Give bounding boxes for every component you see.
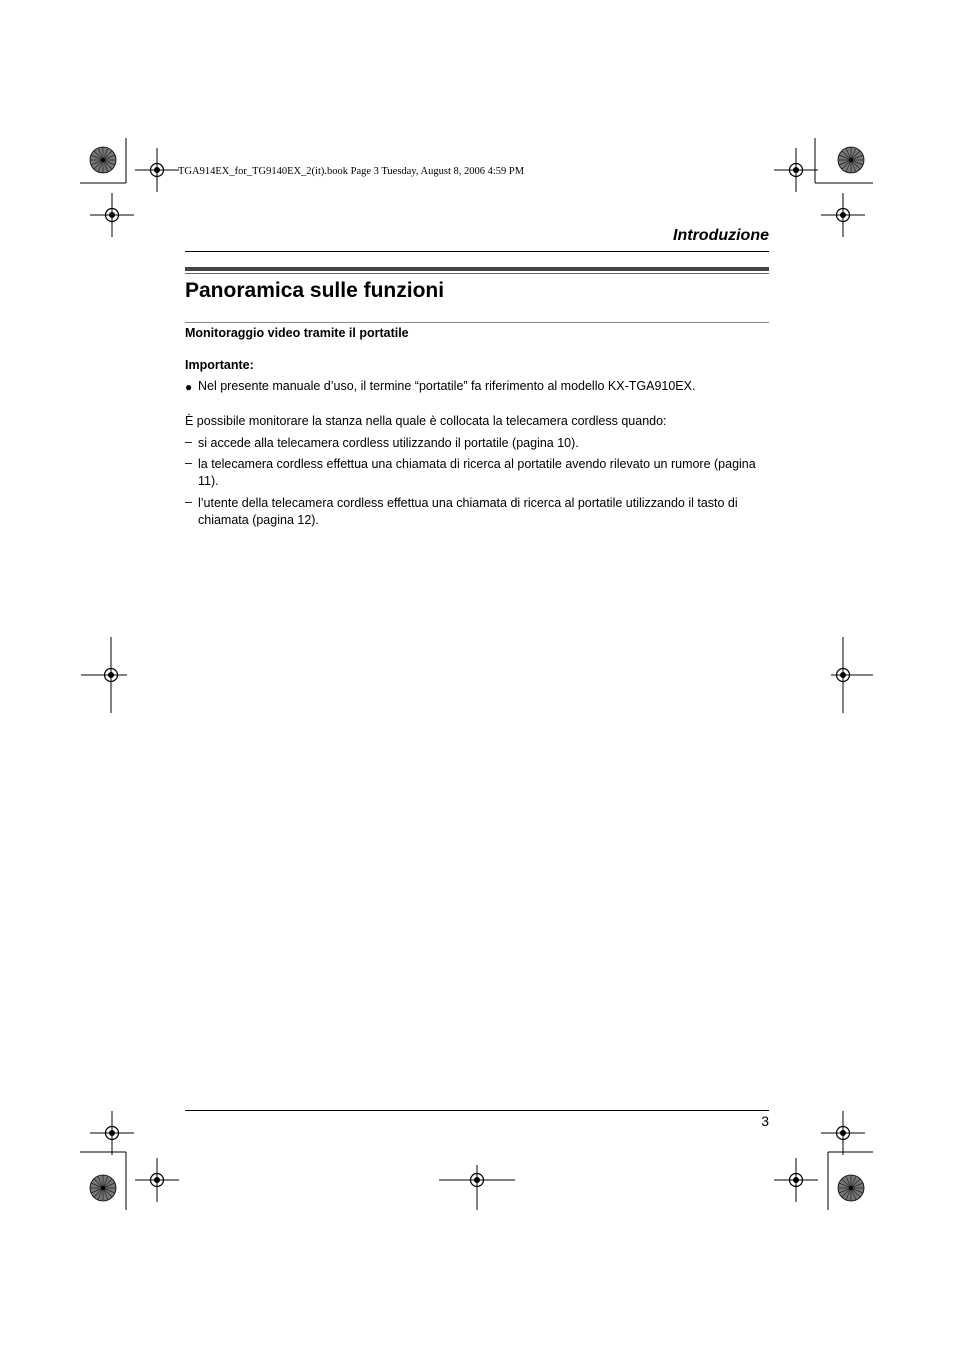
- important-note: Nel presente manuale d’uso, il termine “portatile” fa riferimento al modello KX-TGA910EX.: [198, 379, 696, 393]
- bullet-icon: ●: [185, 380, 193, 394]
- registration-star-icon: [90, 1175, 116, 1201]
- registration-cross-icon: [90, 1111, 134, 1155]
- footer-rule: [185, 1110, 769, 1111]
- registration-cross-icon: [135, 1158, 179, 1202]
- list-item: si accede alla telecamera cordless utilizzando il portatile (pagina 10).: [198, 436, 579, 450]
- registration-star-icon: [90, 147, 116, 173]
- print-info-line: TGA914EX_for_TG9140EX_2(it).book Page 3 Tuesday, August 8, 2006 4:59 PM: [178, 166, 525, 177]
- list-item: la telecamera cordless effettua una chiamata di ricerca al portatile avendo rilevato un rumore (pagina 11).: [198, 457, 756, 488]
- registration-cross-icon: [774, 148, 818, 192]
- page-number: 3: [761, 1113, 769, 1129]
- registration-cross-icon: [774, 1158, 818, 1202]
- registration-cross-icon: [90, 193, 134, 237]
- section-header: Introduzione: [673, 227, 769, 244]
- dash-icon: –: [185, 495, 192, 509]
- registration-cross-icon: [821, 1111, 865, 1155]
- dash-icon: –: [185, 456, 192, 470]
- dash-icon: –: [185, 435, 192, 449]
- title-rule-thick: [185, 267, 769, 271]
- registration-star-icon: [838, 147, 864, 173]
- header-rule: [185, 251, 769, 252]
- registration-star-icon: [838, 1175, 864, 1201]
- subheading: Monitoraggio video tramite il portatile: [185, 326, 409, 340]
- registration-cross-icon: [135, 148, 179, 192]
- title-underline: [185, 322, 769, 323]
- list-item: l’utente della telecamera cordless effettua una chiamata di ricerca al portatile utilizzando il tasto di chiamata (pagina 12).: [198, 496, 738, 527]
- intro-paragraph: È possibile monitorare la stanza nella quale è collocata la telecamera cordless quando:: [185, 414, 667, 428]
- important-label: Importante:: [185, 358, 254, 372]
- title-rule-thin: [185, 273, 769, 274]
- page-title: Panoramica sulle funzioni: [185, 279, 445, 302]
- registration-cross-icon: [821, 193, 865, 237]
